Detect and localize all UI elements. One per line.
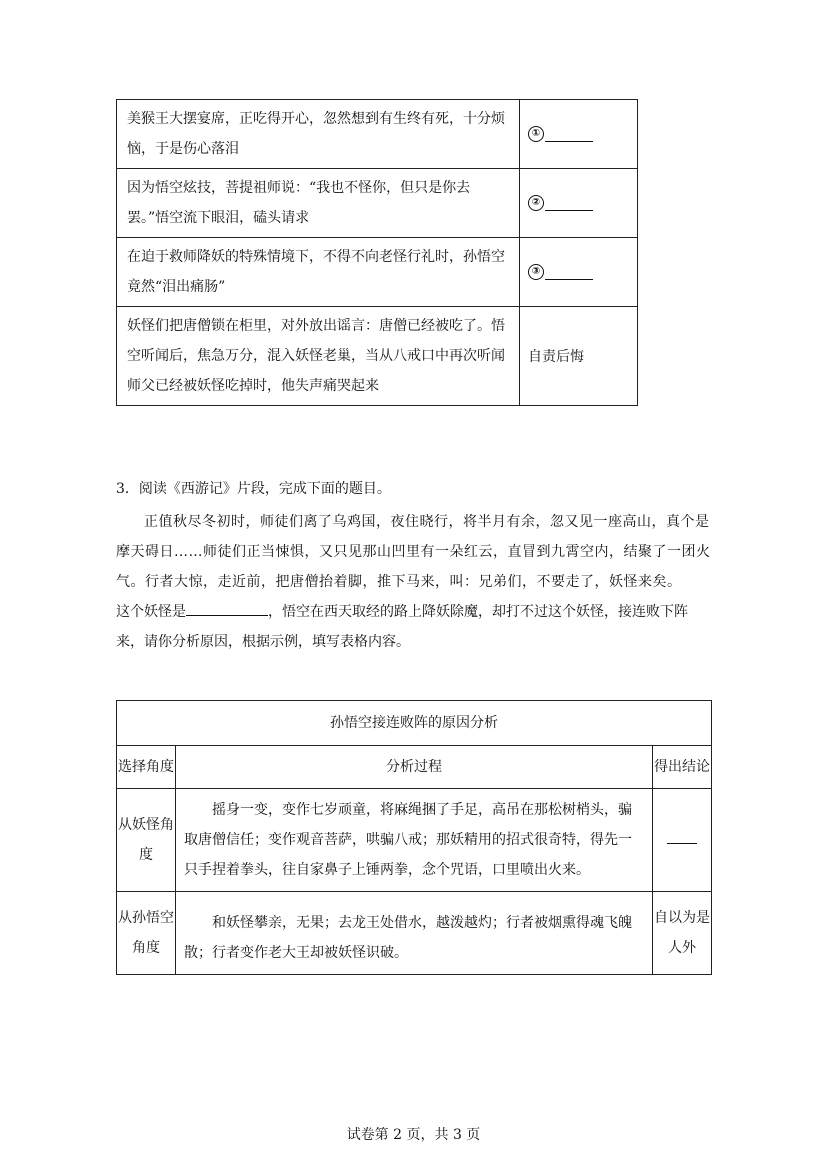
marker-number: ② (528, 195, 544, 211)
table-row (117, 100, 638, 169)
marker-number: ① (528, 126, 544, 142)
prompt-text-after: ，悟空在西天取经的路上降妖除魔，却打不过这个妖怪，接连败下阵来，请你分析原因，根据示例，填写表格内容。 (116, 604, 688, 650)
table-row (117, 169, 638, 238)
answer-cell: 自责后悔 (520, 307, 638, 406)
row-description: 在迫于救师降妖的特殊情境下，不得不向老怪行礼时，孙悟空竟然“泪出痛肠” (117, 238, 520, 307)
header-process: 分析过程 (176, 746, 653, 789)
header-conclusion: 得出结论 (653, 746, 712, 789)
monster-name-blank[interactable] (186, 599, 268, 616)
question-prompt (116, 597, 712, 657)
conclusion-cell[interactable] (653, 789, 712, 892)
answer-blank[interactable] (545, 265, 593, 280)
answer-cell[interactable] (520, 100, 638, 169)
row-process: 摇身一变，变作七岁顽童，将麻绳捆了手足，高吊在那松树梢头，骗取唐僧信任；变作观音菩萨，哄骗八戒；那妖精用的招式很奇特，得先一只手捏着拳头，往自家鼻子上锤两拳，念个咒语，口里喷出火来。 (176, 789, 653, 892)
reading-passage: 正值秋尽冬初时，师徒们离了乌鸡国，夜住晓行，将半月有余，忽又见一座高山，真个是摩天碍日……师徒们正当悚惧，又只见那山凹里有一朵红云，直冒到九霄空内，结聚了一团火气。行者大惊，走近前，把唐僧抬着脚，推下马来，叫：兄弟们，不要走了，妖怪来矣。 (116, 514, 711, 590)
page-footer: 试卷第 2 页，共 3 页 (346, 1127, 481, 1143)
question-heading: 3．阅读《西游记》片段，完成下面的题目。 (116, 481, 391, 497)
table-row (117, 307, 638, 406)
row-description: 因为悟空炫技，菩提祖师说：“我也不怪你，但只是你去罢。”悟空流下眼泪，磕头请求 (117, 169, 520, 238)
table-header-row (117, 746, 712, 789)
header-angle: 选择角度 (117, 746, 176, 789)
answer-table-1 (116, 99, 638, 406)
row-process: 和妖怪攀亲，无果；去龙王处借水，越泼越灼；行者被烟熏得魂飞魄散；行者变作老大王却被妖怪识破。 (176, 892, 653, 975)
table-row (117, 892, 712, 975)
row-description: 美猴王大摆宴席，正吃得开心，忽然想到有生终有死，十分烦恼，于是伤心落泪 (117, 100, 520, 169)
analysis-table (116, 700, 712, 975)
row-description: 妖怪们把唐僧锁在柜里，对外放出谣言：唐僧已经被吃了。悟空听闻后，焦急万分，混入妖怪老巢，当从八戒口中再次听闻师父已经被妖怪吃掉时，他失声痛哭起来 (117, 307, 520, 406)
question-3 (116, 475, 712, 657)
conclusion-blank[interactable] (667, 829, 697, 844)
table-row (117, 238, 638, 307)
table-title-row (117, 701, 712, 746)
answer-cell[interactable] (520, 169, 638, 238)
marker-number: ③ (528, 264, 544, 280)
row-angle: 从妖怪角度 (117, 789, 176, 892)
answer-cell[interactable] (520, 238, 638, 307)
row-angle: 从孙悟空角度 (117, 892, 176, 975)
answer-blank[interactable] (545, 196, 593, 211)
row-conclusion: 自以为是人外 (653, 892, 712, 975)
answer-blank[interactable] (545, 127, 593, 142)
prompt-text-before: 这个妖怪是 (116, 604, 186, 620)
table-title: 孙悟空接连败阵的原因分析 (117, 701, 712, 746)
table-row (117, 789, 712, 892)
